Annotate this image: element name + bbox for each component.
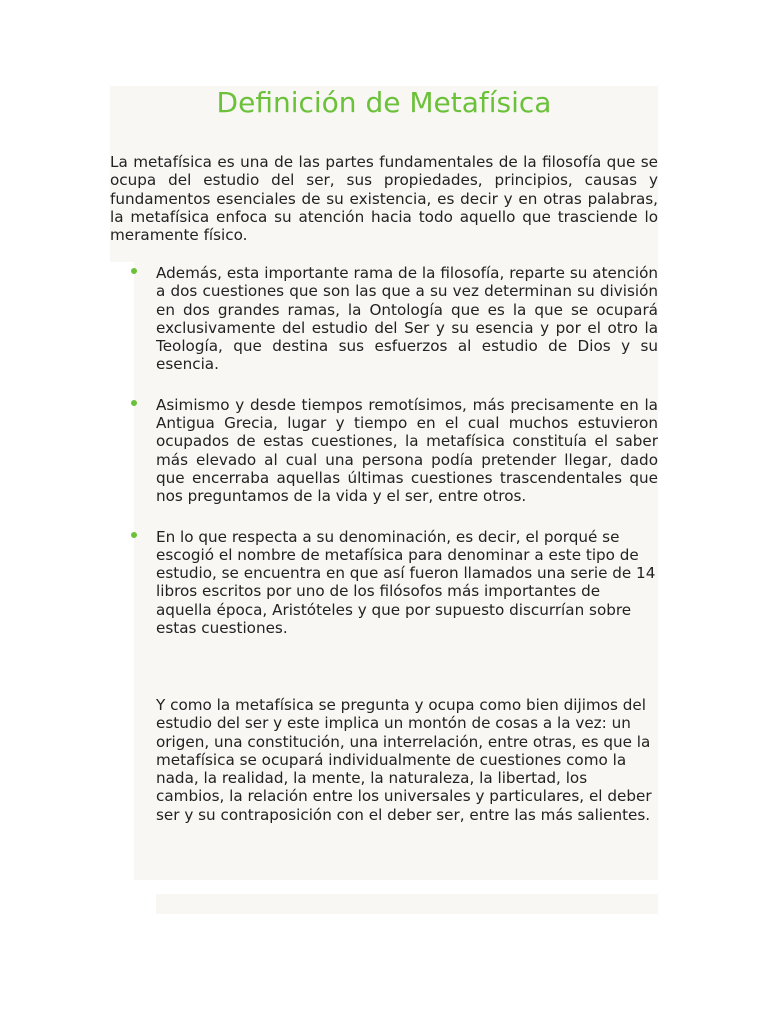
- bullet-list: [110, 264, 658, 659]
- list-item: [110, 264, 658, 374]
- bullet-dot-icon: [131, 268, 137, 274]
- intro-paragraph: La metafísica es una de las partes fundamentales de la filosofía que se ocupa del estudio del ser, sus propiedades, principios, causas y fundamentos esenciales de su existencia, es decir y en otras palabras, la metafísica enfoca su atención hacia todo aquello que trasciende lo meramente físico.: [110, 153, 658, 245]
- list-item-text: Asimismo y desde tiempos remotísimos, más precisamente en la Antigua Grecia, lugar y tiempo en el cual muchos estuvieron ocupados de estas cuestiones, la metafísica constituía el saber más elevado al cual una persona podía pretender llegar, dado que encerraba aquellas últimas cuestiones trascendentales que nos preguntamos de la vida y el ser, entre otros.: [156, 395, 658, 506]
- bullet-dot-icon: [131, 532, 137, 538]
- closing-paragraph: Y como la metafísica se pregunta y ocupa como bien dijimos del estudio del ser y este implica un montón de cosas a la vez: un origen, una constitución, una interrelación, entre otras, es que la metafísica se ocupará individualmente de cuestiones como la nada, la realidad, la mente, la naturaleza, la libertad, los cambios, la relación entre los universales y particulares, el deber ser y su contraposición con el deber ser, entre las más salientes.: [156, 696, 652, 824]
- page-title: Definición de Metafísica: [216, 86, 552, 119]
- list-item: [110, 528, 658, 638]
- background-block-bottom: [156, 894, 658, 914]
- list-item-text: En lo que respecta a su denominación, es decir, el porqué se escogió el nombre de metafísica para denominar a este tipo de estudio, se encuentra en que así fueron llamados una serie de 14 libros escritos por uno de los filósofos más importantes de aquella época, Aristóteles y que por supuesto discurrían sobre estas cuestiones.: [156, 527, 656, 638]
- bullet-dot-icon: [131, 400, 137, 406]
- list-item-text: Además, esta importante rama de la filosofía, reparte su atención a dos cuestiones que son las que a su vez determinan su división en dos grandes ramas, la Ontología que es la que se ocupará exclusivamente del estudio del Ser y su esencia y por el otro la Teología, que destina sus esfuerzos al estudio de Dios y su esencia.: [156, 264, 658, 374]
- list-item: [110, 396, 658, 506]
